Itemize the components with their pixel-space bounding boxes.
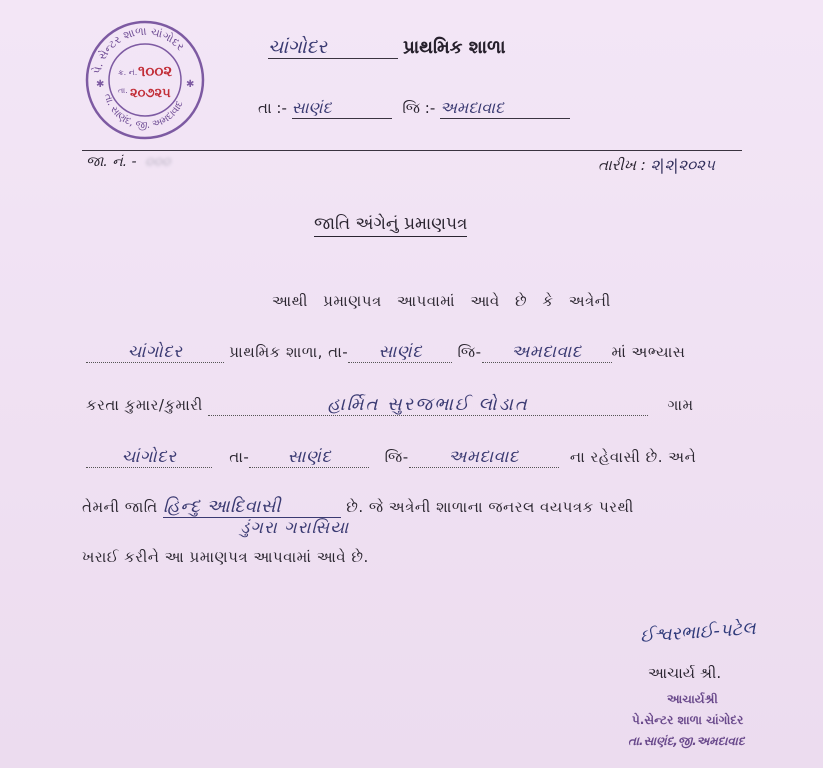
header-school-line [268, 36, 505, 59]
stamp-date-value: ૨૦૭૨૫ [130, 86, 171, 101]
header-district-hand: અમદાવાદ [440, 98, 570, 119]
body-line2-mid: પ્રાથમિક શાળા, તા- [229, 343, 349, 361]
body-school-hand: ચાંગોદર [127, 342, 183, 362]
date-value-hand: ૨|૨|૨૦૨૫ [650, 156, 715, 174]
body-line3-start: કરતા કુમાર/કુમારી [86, 396, 203, 414]
body-taluka-hand: સાણંદ [378, 342, 423, 362]
body-line-4 [86, 447, 696, 468]
header-address-line [258, 98, 570, 119]
body-line4-district: જિ- [384, 448, 409, 466]
stamp-date-label: તા. [118, 86, 128, 95]
body-village-hand: ચાંગોદર [121, 447, 177, 467]
principal-stamp-line-1: આચાર્યશ્રી [667, 692, 718, 706]
school-round-stamp [82, 17, 208, 143]
certificate-title: જાતિ અંગેનું પ્રમાણપત્ર [314, 214, 467, 237]
issue-date [598, 156, 715, 174]
header-district-label: જિ :- [402, 99, 436, 117]
body-line4-taluka: તા- [229, 448, 250, 466]
body-line-2 [86, 342, 685, 363]
body-caste-hand: હિન્દુ આદિવાસી [163, 496, 341, 518]
body-line5-end: છે. જે અત્રેની શાળાના જનરલ વયપત્રક પરથી [346, 498, 634, 516]
body-line-3 [86, 394, 694, 416]
principal-signature: ઈશ્વરભાઈ-પટેલ [639, 617, 757, 648]
body-line4-end: ના રહેવાસી છે. અને [569, 448, 697, 466]
reference-number [86, 154, 170, 170]
principal-stamp-line-3: તા.સાણંદ,જી.અમદાવાદ [628, 734, 745, 748]
header-school-suffix: પ્રાથમિક શાળા [403, 37, 506, 58]
header-school-name-hand: ચાંગોદર [268, 36, 398, 59]
stamp-star-icon: ✱ [96, 79, 105, 90]
stamp-arc-bottom: તા. સાણંદ, જી. અમદાવાદ [101, 92, 186, 132]
header-taluka-hand: સાણંદ [292, 98, 392, 119]
stamp-reg-number: ૧૦૦૨ [138, 62, 173, 80]
header-divider [82, 150, 742, 151]
stamp-arc-top: પે. સેન્ટર શાળા ચાંગોદર [90, 24, 187, 75]
body-district-prefix: જિ- [457, 343, 482, 361]
principal-stamp-line-2: પે.સેન્ટર શાળા ચાંગોદર [632, 713, 744, 727]
ref-value-redacted: ૦૦૦ [145, 154, 171, 170]
header-taluka-label: તા :- [258, 99, 287, 117]
principal-role: આચાર્ય શ્રી. [648, 664, 722, 682]
body-line2-end: માં અભ્યાસ [611, 343, 686, 361]
body-line-5 [82, 496, 634, 518]
body-line-6: ખરાઈ કરીને આ પ્રમાણપત્ર આપવામાં આવે છે. [82, 548, 369, 566]
body-line4-district-hand: અમદાવાદ [448, 447, 519, 467]
body-student-hand: હાર્મિત સુરજભાઈ લોડાત [327, 394, 529, 415]
body-line-1: આથી પ્રમાણપત્ર આપવામાં આવે છે કે અત્રેની [272, 292, 611, 310]
body-subcaste-hand: ડુંગરા ગરાસિયા [240, 518, 350, 538]
body-line5-start: તેમની જાતિ [82, 498, 158, 516]
stamp-reg-label: ક્ર. નં. [118, 68, 138, 77]
date-label: તારીખ : [598, 156, 646, 174]
ref-label: જા. નં. - [86, 154, 137, 170]
stamp-star-icon: ✱ [186, 79, 195, 90]
body-line3-end: ગામ [667, 396, 694, 414]
body-line4-taluka-hand: સાણંદ [287, 447, 332, 467]
body-district-hand: અમદાવાદ [511, 342, 582, 362]
